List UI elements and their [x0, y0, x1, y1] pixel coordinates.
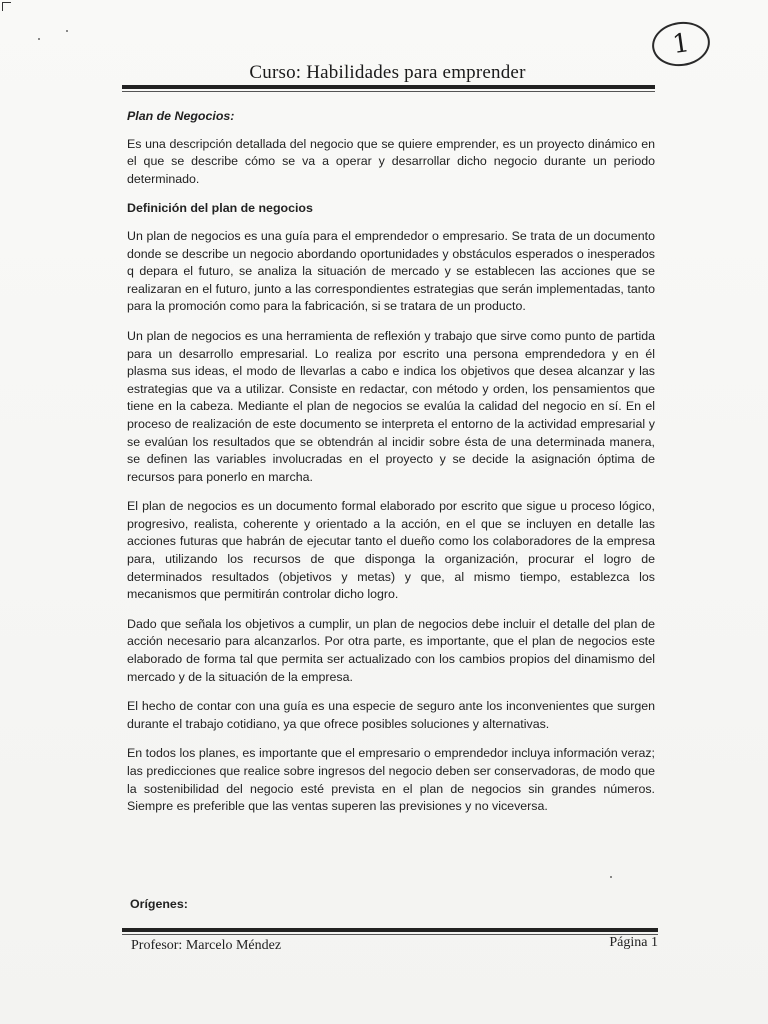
definition-heading: Definición del plan de negocios: [127, 201, 313, 216]
footer-rule: [122, 928, 658, 932]
body-paragraph: El plan de negocios es un documento formal elaborado por escrito que sigue u proceso lógico, progresivo, realista, coherente y orientado a la acción, en el que se incluyen en detalle las acciones futuras que habrán de ejecutar tanto el dueño como los colaboradores de la empresa para, utilizando los recursos de que disponga la organización, procurar el logro de determinados resultados (objetivos y metas) y que, al mismo tiempo, establezca los mecanismos que permitirán controlar dicho logro.: [127, 499, 655, 602]
page-title: Curso: Habilidades para emprender: [249, 62, 526, 83]
body-paragraph: En todos los planes, es importante que el empresario o emprendedor incluya información veraz; las predicciones que realice sobre ingresos del negocio deben ser conservadoras, de modo que la sostenibilidad del negocio esté prevista en el plan de negocios sin grandes números. Siempre es preferible que las ventas superen las previsiones y no viceversa.: [127, 746, 655, 814]
footer-page-number: Página 1: [609, 935, 658, 950]
header-rule-thin: [122, 91, 655, 92]
scan-speck: [610, 876, 612, 878]
scan-speck: [66, 30, 68, 32]
document-body: [127, 108, 655, 828]
handwritten-page-number: 1: [649, 18, 713, 70]
plan-heading: Plan de Negocios:: [127, 109, 235, 123]
body-paragraph: Un plan de negocios es una guía para el emprendedor o empresario. Se trata de un documento donde se describe un negocio abordando oportunidades y obstáculos esperados o inesperados q depara el futuro, se analiza la situación de mercado y se establecen las acciones que se realizaran en el futuro, junto a las correspondientes estrategias que serán implementadas, tanto para la promoción como para la fabricación, si se tratara de un producto.: [127, 228, 655, 314]
footer-author: Profesor: Marcelo Méndez: [131, 938, 282, 953]
body-paragraph: Un plan de negocios es una herramienta de reflexión y trabajo que sirve como punto de partida para un desarrollo empresarial. Lo realiza por escrito una persona emprendedora y en él plasma sus ideas, el modo de llevarlas a cabo e indica los objetivos que desea alcanzar y las estrategias que va a utilizar. Consiste en redactar, con método y orden, los pensamientos que tiene en la cabeza. Mediante el plan de negocios se evalúa la calidad del negocio en sí. En el proceso de realización de este documento se interpreta el entorno de la actividad empresarial y se evalúan los resultados que se obtendrán al incidir sobre ésta de una determinada manera, se definen las variables involucradas en el proyecto y se decide la asignación óptima de recursos para ponerlo en marcha.: [127, 328, 655, 484]
origins-heading: Orígenes:: [130, 897, 188, 911]
header-rule: [122, 85, 655, 89]
scan-corner-mark: [2, 2, 11, 11]
body-paragraph: Dado que señala los objetivos a cumplir, un plan de negocios debe incluir el detalle del plan de acción necesario para alcanzarlos. Por otra parte, es importante, que el plan de negocios este elaborado de forma tal que permita ser actualizado con los cambios propios del dinamismo del mercado y de la situación de la empresa.: [127, 616, 655, 684]
plan-paragraph: Es una descripción detallada del negocio que se quiere emprender, es un proyecto dinámico en el que se describe cómo se va a operar y desarrollar dicho negocio durante un periodo determinado.: [127, 136, 655, 186]
footer-rule-thin: [122, 934, 658, 935]
body-paragraph: El hecho de contar con una guía es una especie de seguro ante los inconvenientes que surgen durante el trabajo cotidiano, ya que ofrece posibles soluciones y alternativas.: [127, 699, 655, 731]
scan-speck: [38, 38, 40, 40]
